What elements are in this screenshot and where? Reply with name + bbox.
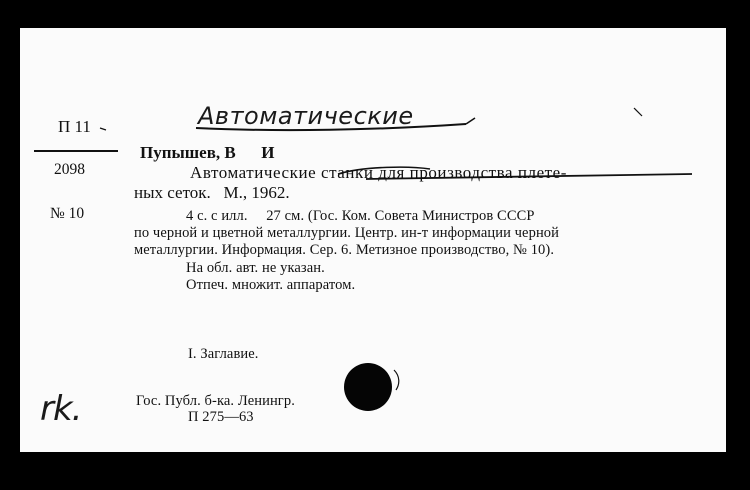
catalog-card bbox=[20, 28, 726, 452]
collation-line-2: по черной и цветной металлургии. Центр. ин-т информации черной bbox=[134, 225, 560, 241]
title-line-1: Автоматические станки для производства плете- bbox=[190, 163, 567, 182]
note-cover: На обл. авт. не указан. bbox=[186, 260, 325, 276]
author-heading: Пупышев, В И bbox=[140, 143, 275, 162]
ink-blot bbox=[344, 363, 392, 411]
handwritten-initials: rk. bbox=[40, 389, 82, 429]
tracing-title: I. Заглавие. bbox=[188, 346, 259, 362]
title-line-2: ных сеток. М., 1962. bbox=[134, 183, 290, 202]
shelf-mark: П 11 bbox=[58, 117, 91, 136]
call-number: 2098 bbox=[54, 161, 85, 178]
handwritten-subject-heading: Автоматические bbox=[198, 102, 414, 130]
card-number: П 275—63 bbox=[188, 409, 254, 425]
collation-line-1: 4 с. с илл. 27 см. (Гос. Ком. Совета Министров СССР bbox=[186, 208, 535, 224]
shelf-divider bbox=[34, 150, 118, 152]
series-number: № 10 bbox=[50, 205, 85, 222]
collation-line-3: металлургии. Информация. Сер. 6. Метизное производство, № 10). bbox=[134, 242, 555, 258]
library-name: Гос. Публ. б-ка. Ленингр. bbox=[136, 393, 295, 409]
note-printing: Отпеч. множит. аппаратом. bbox=[186, 277, 356, 293]
